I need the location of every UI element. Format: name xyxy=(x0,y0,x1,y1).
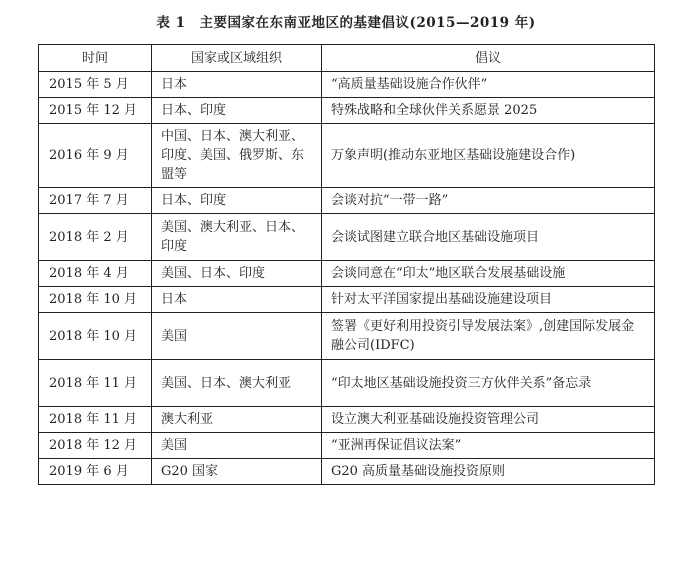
row-initiative: 万象声明(推动东亚地区基础设施建设合作) xyxy=(322,124,655,188)
table-row xyxy=(39,407,655,433)
row-initiative: 针对太平洋国家提出基础设施建设项目 xyxy=(322,287,655,313)
row-initiative: “印太地区基础设施投资三方伙伴关系”备忘录 xyxy=(322,360,655,407)
table-row xyxy=(39,360,655,407)
table-row xyxy=(39,287,655,313)
row-initiative: 会谈同意在“印太”地区联合发展基础设施 xyxy=(322,261,655,287)
row-actor: 日本 xyxy=(152,72,322,98)
row-date: 2018 年 10 月 xyxy=(39,287,152,313)
row-actor: 美国 xyxy=(152,433,322,459)
row-date: 2015 年 12 月 xyxy=(39,98,152,124)
table-header-row xyxy=(39,45,655,72)
table-row xyxy=(39,214,655,261)
row-actor: 日本、印度 xyxy=(152,188,322,214)
row-date: 2018 年 11 月 xyxy=(39,360,152,407)
header-date: 时间 xyxy=(39,45,152,72)
row-actor: 日本、印度 xyxy=(152,98,322,124)
row-actor: 日本 xyxy=(152,287,322,313)
row-date: 2018 年 4 月 xyxy=(39,261,152,287)
row-initiative: G20 高质量基础设施投资原则 xyxy=(322,459,655,485)
row-date: 2018 年 12 月 xyxy=(39,433,152,459)
row-date: 2015 年 5 月 xyxy=(39,72,152,98)
table-number: 表 1 xyxy=(156,15,186,31)
table-row xyxy=(39,433,655,459)
initiatives-table xyxy=(38,44,655,485)
table-row xyxy=(39,98,655,124)
row-actor: 美国、日本、印度 xyxy=(152,261,322,287)
row-actor: 美国、澳大利亚、日本、印度 xyxy=(152,214,322,261)
row-initiative: “亚洲再保证倡议法案” xyxy=(322,433,655,459)
row-date: 2019 年 6 月 xyxy=(39,459,152,485)
table-row xyxy=(39,261,655,287)
row-actor: 澳大利亚 xyxy=(152,407,322,433)
row-initiative: 签署《更好利用投资引导发展法案》,创建国际发展金融公司(IDFC) xyxy=(322,313,655,360)
table-row xyxy=(39,72,655,98)
row-initiative: 会谈对抗“一带一路” xyxy=(322,188,655,214)
row-actor: 美国 xyxy=(152,313,322,360)
row-date: 2016 年 9 月 xyxy=(39,124,152,188)
table-row xyxy=(39,188,655,214)
row-date: 2018 年 2 月 xyxy=(39,214,152,261)
table-row xyxy=(39,459,655,485)
row-initiative: 特殊战略和全球伙伴关系愿景 2025 xyxy=(322,98,655,124)
header-actor: 国家或区域组织 xyxy=(152,45,322,72)
table-title: 主要国家在东南亚地区的基建倡议(2015—2019 年) xyxy=(199,15,536,31)
table-row xyxy=(39,313,655,360)
row-actor: 中国、日本、澳大利亚、印度、美国、俄罗斯、东盟等 xyxy=(152,124,322,188)
header-initiative: 倡议 xyxy=(322,45,655,72)
row-actor: G20 国家 xyxy=(152,459,322,485)
row-initiative: 会谈试图建立联合地区基础设施项目 xyxy=(322,214,655,261)
row-date: 2018 年 11 月 xyxy=(39,407,152,433)
row-actor: 美国、日本、澳大利亚 xyxy=(152,360,322,407)
table-row xyxy=(39,124,655,188)
row-date: 2018 年 10 月 xyxy=(39,313,152,360)
row-date: 2017 年 7 月 xyxy=(39,188,152,214)
row-initiative: 设立澳大利亚基础设施投资管理公司 xyxy=(322,407,655,433)
table-caption xyxy=(0,11,692,31)
row-initiative: “高质量基础设施合作伙伴” xyxy=(322,72,655,98)
